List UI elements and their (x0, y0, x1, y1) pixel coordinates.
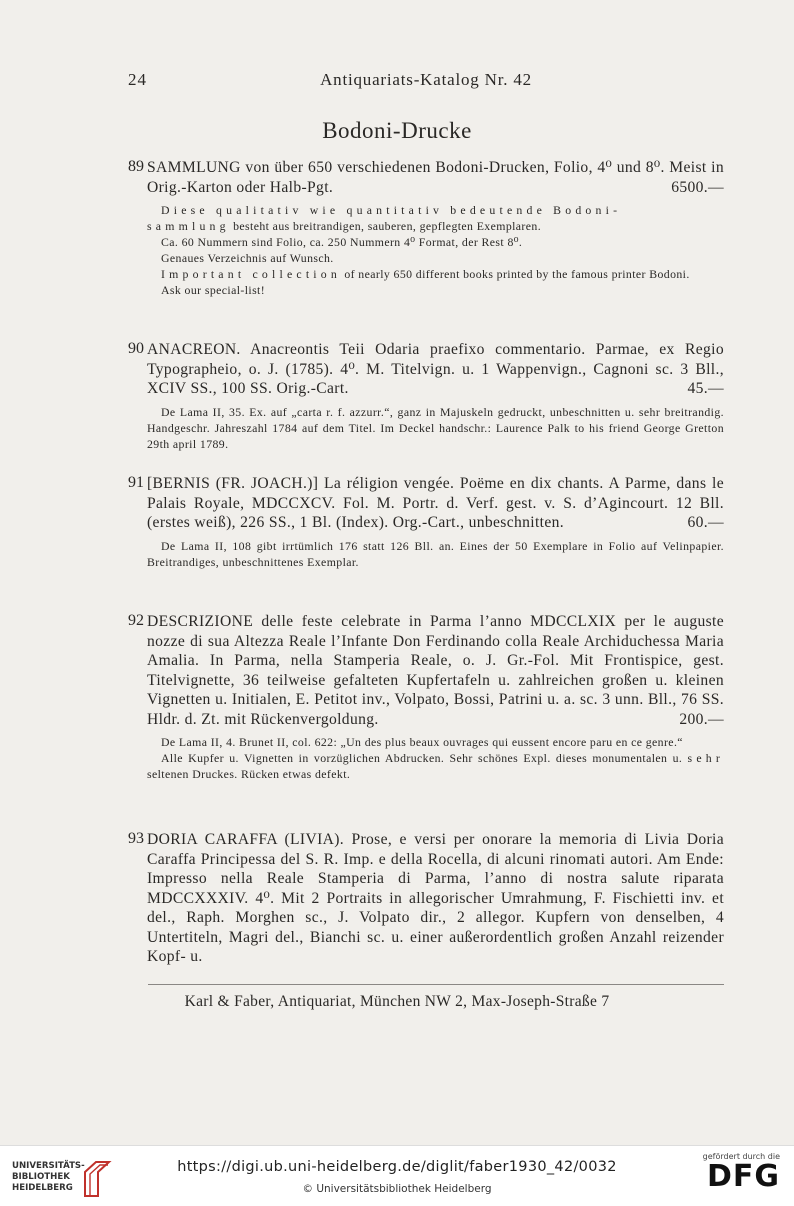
note-text: Genaues Verzeichnis auf Wunsch. (161, 251, 334, 265)
page-footer: Karl & Faber, Antiquariat, München NW 2, Max-Joseph-Straße 7 (184, 993, 610, 1010)
permalink-url[interactable]: https://digi.ub.uni-heidelberg.de/diglit/faber1930_42/0032 (177, 1159, 617, 1175)
entry-price: 200.— (679, 710, 724, 728)
page-number: 24 (128, 70, 147, 89)
catalog-entry-92 (128, 612, 724, 782)
note-text: seltenen Druckes. Rücken etwas defekt. (147, 767, 351, 781)
entry-notes (147, 404, 724, 452)
catalog-entry-91 (128, 474, 724, 570)
entry-text: DESCRIZIONE delle feste celebrate in Parma l’anno MDCCLXIX per le auguste nozze di sua Altezza Reale l’Infante Don Ferdinando colla Reale Archiduchessa Maria Amalia. In Parma, nella Stamperia Reale, o. J. Gr.-Fol. Mit Frontispice, gest. Titelvignette, 36 teilweise gefalteten Kupfertafeln u. zahlreichen großen u. kleinen Vignetten u. Initialen, E. Petitot inv., Volpato, Bossi, Patrini u. a. sc. 3 unn. Bll., 76 SS. Hldr. d. Zt. mit Rückenvergoldung. (147, 613, 724, 728)
entry-price: 45.— (687, 380, 724, 397)
note-text: De Lama II, 108 gibt irrtümlich 176 statt 126 Bll. an. Eines der 50 Exemplare in Folio auf Velinpapier. Breitrandiges, unbeschnittenes Exemplar. (147, 538, 724, 569)
entry-number: 90 (128, 340, 144, 357)
entry-price: 60.— (687, 514, 724, 531)
entry-number: 93 (128, 830, 144, 847)
logo-line: UNIVERSITÄTS- (12, 1161, 85, 1171)
dfg-logo[interactable] (698, 1152, 780, 1200)
entry-text: [BERNIS (FR. JOACH.)] La réligion vengée. Poëme en dix chants. A Parme, dans le Palais Royale, MDCCXCV. Fol. M. Portr. d. Verf. gest. v. S. d’Agincourt. 12 Bll. (erstes weiß), 226 SS., 1 Bl. (Index). Org.-Cart., unbeschnitten. (147, 475, 724, 531)
dfg-logo-text: DFG (706, 1159, 780, 1194)
entry-text: DORIA CARAFFA (LIVIA). Prose, e versi per onorare la memoria di Livia Doria Caraffa Principessa del S. R. Imp. e della Rocella, di alcuni rinomati autori. Am Ende: Impresso nella Reale Stamperia di Parma, l’anno di nostra salute riparata MDCCXXXIV. 4⁰. Mit 2 Portraits in allegorischer Umrahmung, F. Fischietti inv. et del., Raph. Morghen sc., J. Volpato dir., 2 allegor. Kupfern von denselben, 4 Untertiteln, Magri del., Bianchi sc. u. einer außerordentlich großen Anzahl reizender Kopf- u. (147, 831, 724, 965)
entry-number: 92 (128, 612, 144, 629)
note-text: De Lama II, 4. Brunet II, col. 622: „Un des plus beaux ouvrages qui eussent encore paru en ce genre.“ (161, 735, 683, 749)
catalog-title: Antiquariats-Katalog Nr. 42 (320, 70, 532, 89)
section-title: Bodoni-Drucke (322, 118, 472, 143)
note-text: De Lama II, 35. Ex. auf „carta r. f. azzurr.“, ganz in Majuskeln gedruckt, unbeschnitten u. sehr breitrandig. Handgeschr. Jahreszahl 1784 auf dem Titel. Im Deckel handschr.: Laurence Palk to his friend George Gretton 29th april 1789. (147, 404, 724, 451)
viewer-bar (0, 1145, 794, 1206)
catalog-entry-89 (128, 158, 724, 298)
note-text: Ca. 60 Nummern sind Folio, ca. 250 Nummern 4⁰ Format, der Rest 8⁰. (161, 235, 523, 249)
entry-notes (147, 734, 724, 782)
entry-text: ANACREON. Anacreontis Teii Odaria praefixo commentario. Parmae, ex Regio Typographeio, o. J. (1785). 4⁰. M. Titelvign. u. 1 Wappenvign., Cagnoni sc. 3 Bll., XCIV SS., 100 SS. Orig.-Cart. (147, 341, 724, 397)
catalog-entry-93 (128, 830, 724, 967)
note-spaced: sammlung (147, 219, 230, 233)
logo-line: HEIDELBERG (12, 1183, 73, 1193)
footer-rule (148, 984, 724, 985)
note-spaced: Important collection (161, 267, 341, 281)
note-text: of nearly 650 different books printed by the famous printer Bodoni. (340, 267, 690, 281)
entry-notes (147, 538, 724, 570)
entry-price: 6500.— (671, 178, 724, 196)
logo-line: BIBLIOTHEK (12, 1172, 70, 1182)
entry-number: 91 (128, 474, 144, 491)
note-text: Alle Kupfer u. Vignetten in vorzüglichen Abdrucken. Sehr schönes Expl. dieses monumentalen u. (161, 751, 688, 765)
running-header (128, 70, 724, 94)
entry-text: SAMMLUNG von über 650 verschiedenen Bodoni-Drucken, Folio, 4⁰ und 8⁰. Meist in Orig.-Karton oder Halb-Pgt. (147, 159, 724, 196)
funded-by-label: gefördert durch die (702, 1152, 780, 1161)
catalog-entry-90 (128, 340, 724, 452)
note-spaced: sehr (687, 751, 724, 765)
entry-number: 89 (128, 158, 144, 175)
copyright-notice: © Universitätsbibliothek Heidelberg (302, 1183, 492, 1195)
entry-notes (147, 202, 724, 298)
note-text: besteht aus breitrandigen, sauberen, gepflegten Exemplaren. (229, 219, 542, 233)
note-spaced: Diese qualitativ wie quantitativ bedeutende Bodoni- (161, 203, 622, 217)
note-text: Ask our special-list! (161, 283, 266, 297)
